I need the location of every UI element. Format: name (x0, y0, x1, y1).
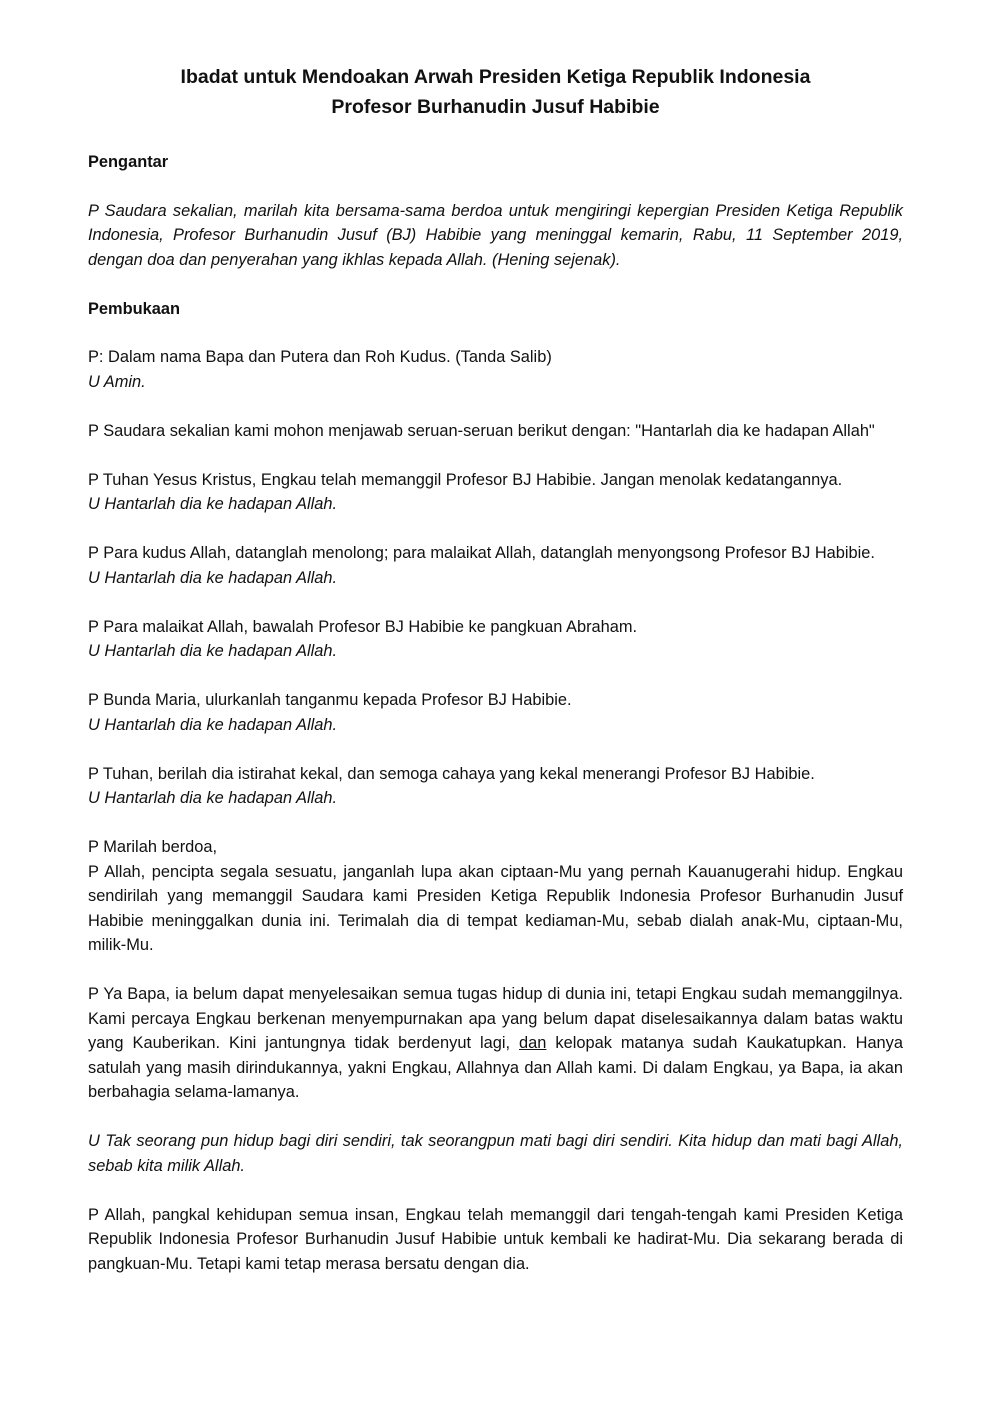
litany-invocation: P Tuhan Yesus Kristus, Engkau telah memanggil Profesor BJ Habibie. Jangan menolak kedatangannya. (88, 470, 843, 489)
litany-invocation: P Bunda Maria, ulurkanlah tanganmu kepada Profesor BJ Habibie. (88, 691, 572, 709)
litany-response: U Hantarlah dia ke hadapan Allah. (88, 495, 338, 513)
pengantar-text: P Saudara sekalian, marilah kita bersama-sama berdoa untuk mengiringi kepergian Presiden Ketiga Republik Indonesia, Profesor Burhanudin Jusuf (BJ) Habibie yang meninggal kemarin, Rabu, 11 September 2019, dengan doa dan penyerahan yang ikhlas kepada Allah. (Hening sejenak). (88, 201, 903, 269)
prayer-text-1: P Allah, pencipta segala sesuatu, janganlah lupa akan ciptaan-Mu yang pernah Kauanugerahi hidup. Engkau sendirilah yang memanggil Saudara kami Presiden Ketiga Republik Indonesia Profesor Burhanudin Jusuf Habibie meninggalkan dunia ini. Terimalah dia di tempat kediaman-Mu, sebab dialah anak-Mu, ciptaan-Mu, milik-Mu. (88, 862, 903, 954)
litany-item (88, 468, 903, 517)
litany-item (88, 615, 903, 664)
litany-item (88, 541, 903, 590)
prayer-block-2 (88, 982, 903, 1105)
prayer-intro: P Marilah berdoa, (88, 838, 218, 856)
litany-response: U Hantarlah dia ke hadapan Allah. (88, 568, 338, 587)
document-title (88, 62, 903, 122)
document-page (88, 62, 903, 1301)
litany-invocation: P Tuhan, berilah dia istirahat kekal, dan semoga cahaya yang kekal menerangi Profesor BJ Habibie. (88, 764, 815, 783)
sign-of-cross-response: U Amin. (88, 372, 146, 391)
prayer-text-2a: P Ya Bapa, ia belum dapat menyelesaikan semua tugas hidup di dunia ini, tetapi Engkau sudah memanggilnya. Kami percaya Engkau berkenan menyempurnakan apa yang belum dapat diselesaikannya dalam batas waktu yang Kauberikan. Kini jantungnya tidak berdenyut lagi, (88, 985, 903, 1052)
litany-intro: P Saudara sekalian kami mohon menjawab seruan-seruan berikut dengan: "Hantarlah dia ke hadapan Allah" (88, 421, 875, 440)
litany-item (88, 688, 903, 737)
heading-pembukaan: Pembukaan (88, 299, 181, 318)
litany-item (88, 762, 903, 811)
prayer-text-2b: kelopak matanya sudah Kaukatupkan. Hanya satulah yang masih dirindukannya, yakni Engkau, Allahnya dan Allah kami. Di dalam Engkau, ya Bapa, ia akan berbahagia selama-lamanya. (88, 1034, 903, 1101)
heading-pengantar: Pengantar (88, 153, 169, 171)
litany-response: U Hantarlah dia ke hadapan Allah. (88, 715, 338, 734)
people-response: U Tak seorang pun hidup bagi diri sendiri, tak seorangpun mati bagi diri sendiri. Kita hidup dan mati bagi Allah, sebab kita milik Allah. (88, 1132, 903, 1175)
sign-of-cross-block (88, 345, 903, 394)
litany-response: U Hantarlah dia ke hadapan Allah. (88, 789, 338, 807)
prayer-block-1 (88, 835, 903, 958)
litany-invocation: P Para kudus Allah, datanglah menolong; para malaikat Allah, datanglah menyongsong Profesor BJ Habibie. (88, 544, 875, 562)
prayer-text-3: P Allah, pangkal kehidupan semua insan, Engkau telah memanggil dari tengah-tengah kami Presiden Ketiga Republik Indonesia Profesor Burhanudin Jusuf Habibie untuk kembali ke hadirat-Mu. Dia sekarang berada di pangkuan-Mu. Tetapi kami tetap merasa bersatu dengan dia. (88, 1205, 903, 1273)
sign-of-cross-priest: P: Dalam nama Bapa dan Putera dan Roh Kudus. (Tanda Salib) (88, 348, 552, 366)
title-line-1: Ibadat untuk Mendoakan Arwah Presiden Ketiga Republik Indonesia (180, 66, 811, 88)
litany-response: U Hantarlah dia ke hadapan Allah. (88, 642, 338, 660)
underlined-word: dan (519, 1034, 547, 1052)
litany-invocation: P Para malaikat Allah, bawalah Profesor BJ Habibie ke pangkuan Abraham. (88, 617, 638, 636)
title-line-2: Profesor Burhanudin Jusuf Habibie (331, 96, 660, 118)
